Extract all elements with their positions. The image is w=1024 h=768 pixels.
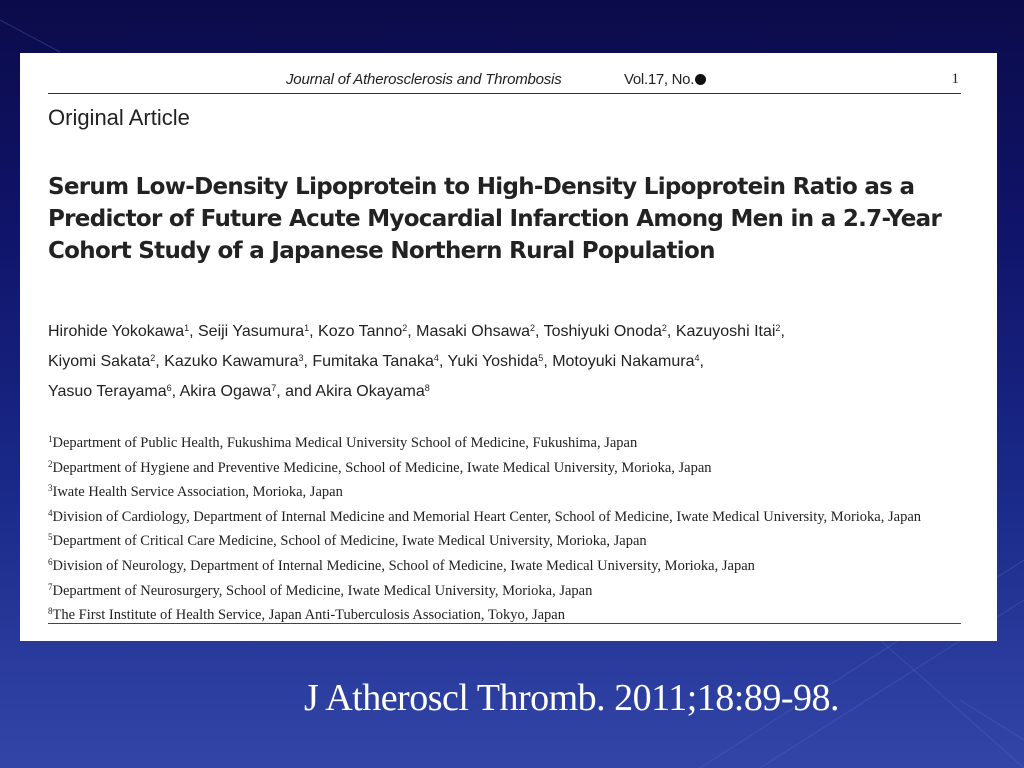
- author: [180, 383, 277, 400]
- author-name: Akira Ogawa: [179, 383, 272, 400]
- author: [48, 323, 189, 340]
- affiliation-item: [48, 478, 978, 503]
- affiliation-item: [48, 552, 978, 577]
- affiliation-text: The First Institute of Health Service, Japan Anti-Tuberculosis Association, Tokyo, Japan: [52, 607, 565, 624]
- article-title: Serum Low-Density Lipoprotein to High-Density Lipoprotein Ratio as a Predictor of Future Acute Myocardial Infarction Among Men in a 2.7-Year Cohort Study of a Japanese Northern Rural Population: [48, 174, 942, 264]
- affiliation-item: [48, 503, 978, 528]
- article-type: Original Article: [48, 105, 190, 130]
- author-affiliation-number: 8: [424, 383, 430, 393]
- affiliation-number: 8: [48, 606, 53, 617]
- volume-label: Vol.17, No.: [624, 71, 695, 88]
- volume-info: [624, 71, 706, 88]
- affiliation-text: Division of Cardiology, Department of Internal Medicine and Memorial Heart Center, School of Medicine, Iwate Medical University, Morioka, Japan: [52, 508, 921, 525]
- author-affiliation-number: 2: [775, 323, 781, 333]
- author: [544, 323, 667, 340]
- author: [448, 353, 544, 370]
- author: [315, 383, 429, 400]
- author-name: Seiji Yasumura: [198, 323, 305, 340]
- paper-page-image: [20, 53, 997, 641]
- author: [318, 323, 407, 340]
- affiliation-item: [48, 527, 978, 552]
- author-name: Kazuyoshi Itai: [675, 323, 776, 340]
- author-name: Kozo Tanno: [318, 323, 403, 340]
- author-affiliation-number: 4: [433, 353, 439, 363]
- author-name: Hirohide Yokokawa: [48, 323, 185, 340]
- running-header: [48, 69, 961, 94]
- author: [416, 323, 535, 340]
- author-name: Toshiyuki Onoda: [543, 323, 662, 340]
- author-affiliation-number: 7: [271, 383, 277, 393]
- affiliation-number: 4: [48, 507, 53, 518]
- affiliation-number: 3: [48, 483, 53, 494]
- author-name: Masaki Ohsawa: [416, 323, 530, 340]
- affiliation-text: Department of Critical Care Medicine, School of Medicine, Iwate Medical University, Morioka, Japan: [52, 533, 647, 550]
- author-name: Kiyomi Sakata: [48, 353, 151, 370]
- author-affiliation-number: 6: [166, 383, 172, 393]
- author-affiliation-number: 3: [298, 353, 304, 363]
- author: [676, 323, 781, 340]
- affiliation-item: [48, 429, 978, 454]
- affiliation-number: 1: [48, 434, 53, 444]
- author-affiliation-number: 2: [402, 323, 408, 333]
- author-name: Yasuo Terayama: [48, 383, 167, 400]
- author-affiliation-number: 1: [184, 323, 190, 333]
- citation-caption: J Atheroscl Thromb. 2011;18:89-98.: [304, 677, 840, 719]
- affiliation-number: 6: [48, 556, 53, 567]
- affiliation-text: Iwate Health Service Association, Morioka, Japan: [52, 484, 343, 501]
- author-affiliation-number: 1: [304, 323, 310, 333]
- affiliation-number: 5: [48, 532, 53, 543]
- affiliation-number: 2: [48, 458, 53, 469]
- author-name: Fumitaka Tanaka: [312, 353, 434, 370]
- affiliation-text: Department of Neurosurgery, School of Medicine, Iwate Medical University, Morioka, Japan: [52, 582, 593, 599]
- author-affiliation-number: 2: [661, 323, 667, 333]
- author: [48, 383, 172, 400]
- journal-name: Journal of Atherosclerosis and Thrombosis: [286, 71, 562, 88]
- affiliation-list: [48, 429, 978, 626]
- affiliation-text: Department of Public Health, Fukushima Medical University School of Medicine, Fukushima, Japan: [52, 435, 638, 451]
- author: [312, 353, 439, 370]
- author-name: Kazuko Kawamura: [164, 353, 299, 370]
- author-list: Hirohide Yokokawa$^1$, Seiji Yasumura$^1$, Kozo Tanno$^2$, Masaki Ohsawa$^2$, Toshiyuki Onoda$^2$, Kazuyoshi Itai$^2$, Kiyomi Sakata$^2$, Kazuko Kawamura$^3$, Fumitaka Tanaka$^4$, Yuki Yoshida$^5$, Motoyuki Nakamura$^4$, Yasuo Terayama$^6$, Akira Ogawa$^7$, and Akira Okayama$^8$: [48, 323, 785, 400]
- author: [198, 323, 309, 340]
- author-name: Akira Okayama: [315, 383, 425, 400]
- affiliation-item: [48, 454, 978, 479]
- bottom-divider: [48, 623, 961, 624]
- affiliation-item: [48, 577, 978, 602]
- author-affiliation-number: 2: [529, 323, 535, 333]
- author-name: Yuki Yoshida: [447, 353, 539, 370]
- author-affiliation-number: 5: [538, 353, 544, 363]
- author-affiliation-number: 2: [150, 353, 156, 363]
- author-affiliation-number: 4: [694, 353, 700, 363]
- page-number: 1: [951, 71, 959, 87]
- author-name: Motoyuki Nakamura: [552, 353, 695, 370]
- affiliation-text: Department of Hygiene and Preventive Medicine, School of Medicine, Iwate Medical University, Morioka, Japan: [52, 459, 712, 476]
- affiliation-text: Division of Neurology, Department of Internal Medicine, School of Medicine, Iwate Medical University, Morioka, Japan: [52, 557, 755, 574]
- affiliation-number: 7: [48, 581, 53, 592]
- issue-dot-icon: [695, 74, 706, 85]
- author: [552, 353, 699, 370]
- author: [48, 353, 155, 370]
- author: [164, 353, 303, 370]
